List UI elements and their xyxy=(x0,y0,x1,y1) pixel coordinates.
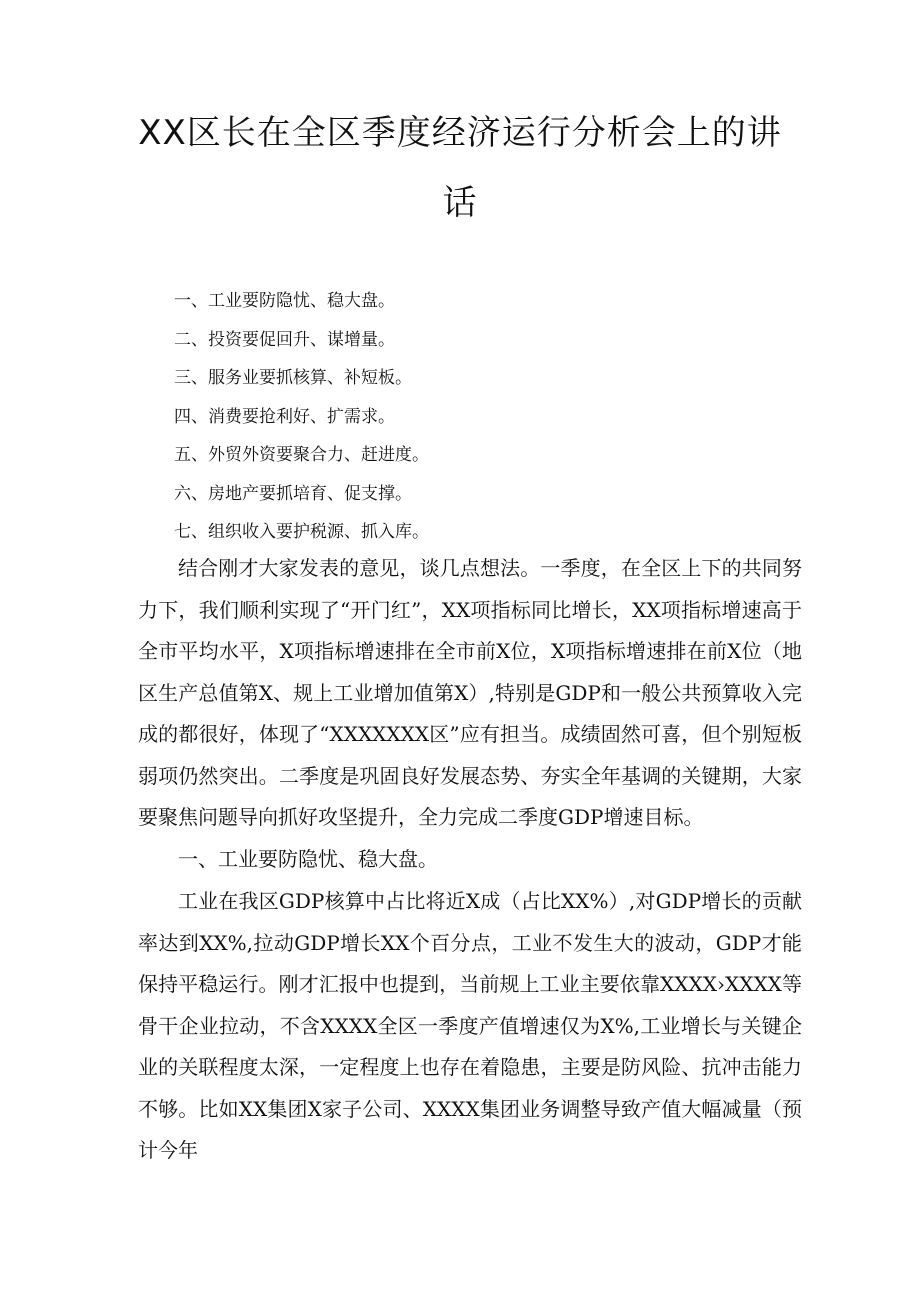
outline-item: 六、房地产要抓培育、促支撑。 xyxy=(174,483,412,504)
outline-item: 三、服务业要抓核算、补短板。 xyxy=(174,368,412,388)
outline-item: 七、组织收入要护税源、抓入库。 xyxy=(174,522,429,542)
intro-paragraph: 结合刚才大家发表的意见，谈几点想法。一季度，在全区上下的共同努力下，我们顺利实现了“开门红”，XX项指标同比增长，XX项指标增速高于全市平均水平，X项指标增速排在全市前X位，X项指标增速排在前X位（地区生产总值第X、规上工业增加值第X）,特别是GDP和一般公共预算收入完成的都很好，体现了“XXXXXXX区”应有担当。成绩固然可喜，但个别短板弱项仍然突出。二季度是巩固良好发展态势、夯实全年基调的关键期，大家要聚焦问题导向抓好攻坚提升，全力完成二季度GDP增速目标。 xyxy=(138,556,802,829)
title-line-2: 话 xyxy=(442,183,478,223)
document-title xyxy=(130,98,790,238)
outline-item: 一、工业要防隐忧、稳大盘。 xyxy=(174,291,395,311)
outline-list xyxy=(174,282,429,552)
industry-paragraph: 工业在我区GDP核算中占比将近X成（占比XX%）,对GDP增长的贡献率达到XX%,拉动GDP增长XX个百分点，工业不发生大的波动，GDP才能保持平稳运行。刚才汇报中也提到，当前规上工业主要依靠XXXX›XXXX等骨干企业拉动，不含XXXX全区一季度产值增速仅为X%,工业增长与关键企业的关联程度太深，一定程度上也存在着隐患，主要是防风险、抗冲击能力不够。比如XX集团X家子公司、XXXX集团业务调整导致产值大幅减量（预计今年 xyxy=(138,889,802,1162)
outline-item: 二、投资要促回升、谋增量。 xyxy=(174,329,395,350)
title-line-1: XX区长在全区季度经济运行分析会上的讲 xyxy=(138,113,782,153)
outline-item: 五、外贸外资要聚合力、赶进度。 xyxy=(174,445,429,465)
outline-item: 四、消费要抢利好、扩需求。 xyxy=(174,406,395,427)
section-heading-industry: 一、工业要防隐忧、稳大盘。 xyxy=(178,847,438,871)
